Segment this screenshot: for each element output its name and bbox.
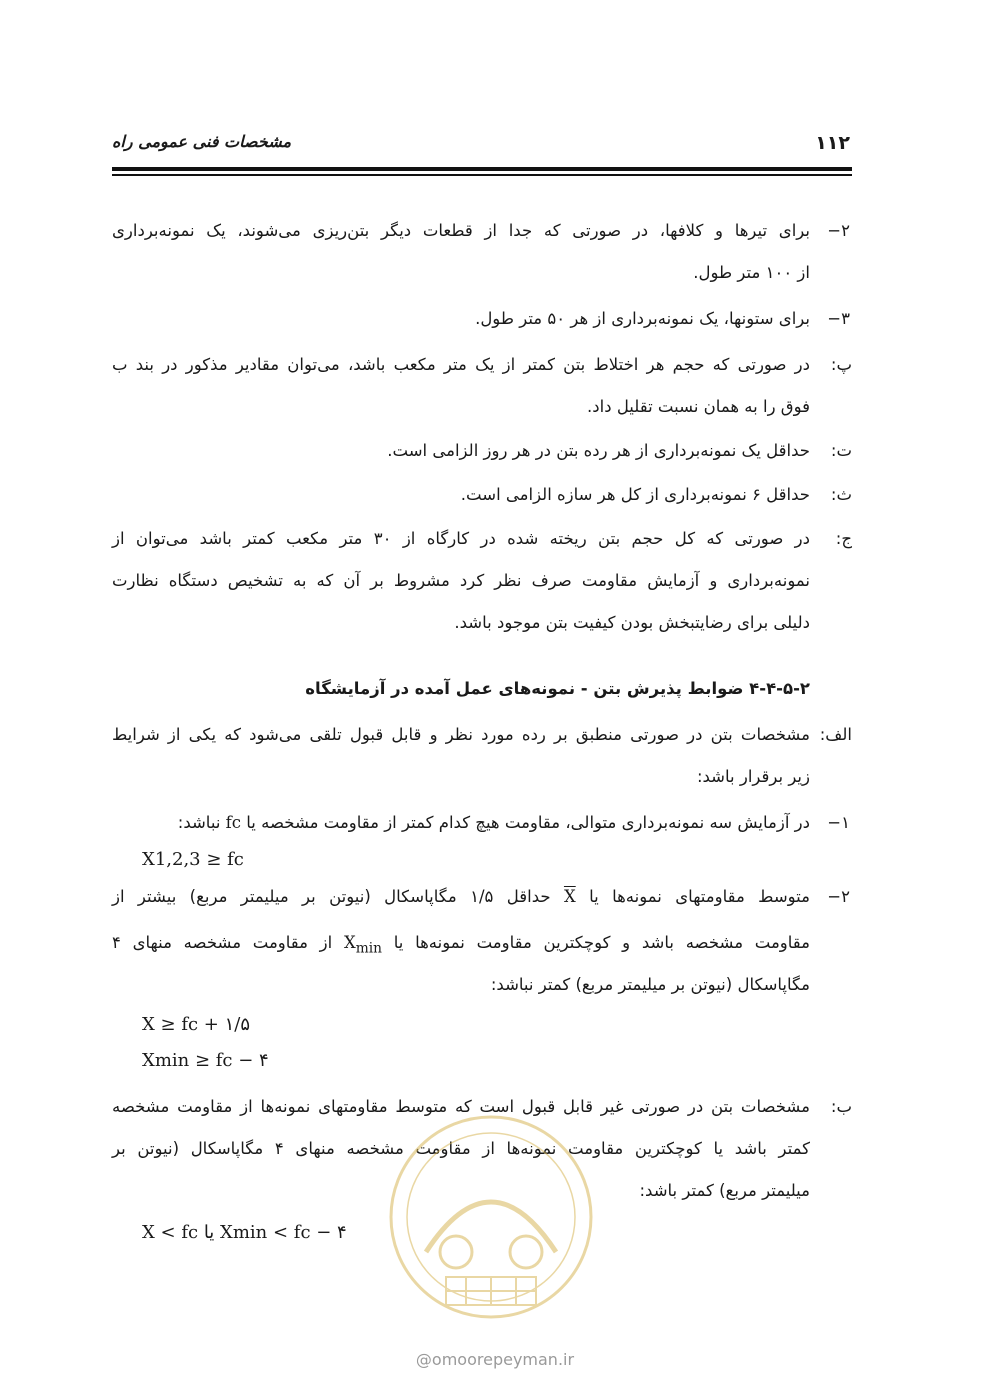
body-line: در صورتی که حجم هر اختلاط بتن کمتر از یک متر مکعب باشد، می‌توان مقادیر مذکور در بند ب — [112, 355, 810, 374]
item-marker: ث: — [830, 485, 852, 504]
x-min-symbol: $X_{min}$ — [343, 933, 383, 957]
c2-l2a: مقاومت مشخصه باشد و کوچکترین مقاومت نمونه‌ها یا — [393, 933, 810, 952]
c1-text-a: در آزمایش سه نمونه‌برداری متوالی، مقاومت هیچ کدام کمتر از مقاومت مشخصه یا — [246, 813, 810, 832]
item-marker: الف: — [819, 725, 852, 744]
body-line: از ۱۰۰ متر طول. — [693, 263, 810, 282]
section-heading: ۴-۴-۵-۲ ضوابط پذیرش بتن - نمونه‌های عمل آمده در آزمایشگاه — [305, 679, 810, 698]
running-header-title: مشخصات فنی عمومی راه — [112, 132, 292, 151]
formula-c1: X1,2,3 ≥ fc — [142, 849, 244, 870]
c2-l1a: متوسط مقاومتهای نمونه‌ها یا — [589, 887, 810, 906]
seal-logo — [386, 1112, 596, 1322]
item-marker: ۳− — [827, 309, 850, 328]
fc-symbol: fc — [225, 813, 242, 832]
formula-c2-1: X ≥ fc + ۱/۵ — [142, 1014, 251, 1035]
body-line: برای تیرها و کلافها، در صورتی که جدا از قطعات دیگر بتن‌ریزی می‌شوند، یک نمونه‌برداری — [112, 221, 810, 240]
body-line: نمونه‌برداری و آزمایش مقاومت صرف نظر کرد مشروط بر آن که به تشخیص دستگاه نظارت — [112, 571, 810, 590]
page-number: ۱۱۲ — [815, 132, 850, 154]
body-line: مشخصات بتن در صورتی منطبق بر رده مورد نظر و قابل قبول تلقی می‌شود که یکی از شرایط — [112, 725, 810, 744]
body-line: حداقل یک نمونه‌برداری از هر رده بتن در هر روز الزامی است. — [387, 441, 810, 460]
item-marker: ۱− — [827, 813, 850, 832]
watermark-url: @omoorepeyman.ir — [415, 1350, 575, 1369]
x-bar-symbol: $\overline{X}$ — [563, 887, 576, 906]
body-line: مگاپاسکال (نیوتن بر میلیمتر مربع) کمتر نباشد: — [490, 975, 810, 994]
body-line: کمتر باشد یا کوچکترین مقاومت نمونه‌ها از مقاومت مشخصه منهای ۴ مگاپاسکال (نیوتن بر — [112, 1139, 811, 1158]
formula-be: X < fc یا Xmin < fc − ۴ — [142, 1222, 347, 1243]
c1-text-b: نباشد: — [177, 813, 221, 832]
body-line: دلیلی برای رضایتبخش بودن کیفیت بتن موجود باشد. — [454, 613, 810, 632]
item-marker: ج: — [835, 529, 852, 548]
body-line: زیر برقرار باشد: — [696, 767, 810, 786]
c2-l1b: حداقل ۱/۵ مگاپاسکال (نیوتن بر میلیمتر مربع) بیشتر از — [112, 887, 551, 906]
body-line: برای ستونها، یک نمونه‌برداری از هر ۵۰ متر طول. — [475, 309, 810, 328]
item-marker: ب: — [830, 1097, 852, 1116]
c2-l2b: از مقاومت مشخصه منهای ۴ — [112, 933, 333, 952]
header-rule-thin — [112, 174, 852, 176]
item-marker: ت: — [830, 441, 852, 460]
body-line — [112, 884, 810, 910]
formula-c2-2: Xmin ≥ fc − ۴ — [142, 1050, 269, 1071]
body-line: فوق را به همان نسبت تقلیل داد. — [587, 397, 810, 416]
body-line: در صورتی که کل حجم بتن ریخته شده در کارگاه از ۳۰ متر مکعب کمتر باشد می‌توان از — [112, 529, 810, 548]
body-line: حداقل ۶ نمونه‌برداری از کل هر سازه الزامی است. — [460, 485, 810, 504]
header-rule-thick — [112, 167, 852, 171]
body-line: مشخصات بتن در صورتی غیر قابل قبول است که متوسط مقاومتهای نمونه‌ها از مقاومت مشخصه — [112, 1097, 810, 1116]
item-marker: پ: — [830, 355, 852, 374]
body-line — [178, 810, 810, 836]
item-marker: ۲− — [827, 221, 850, 240]
item-marker: ۲− — [827, 887, 850, 906]
body-line — [112, 930, 810, 961]
body-line: میلیمتر مربع) کمتر باشد: — [639, 1181, 810, 1200]
